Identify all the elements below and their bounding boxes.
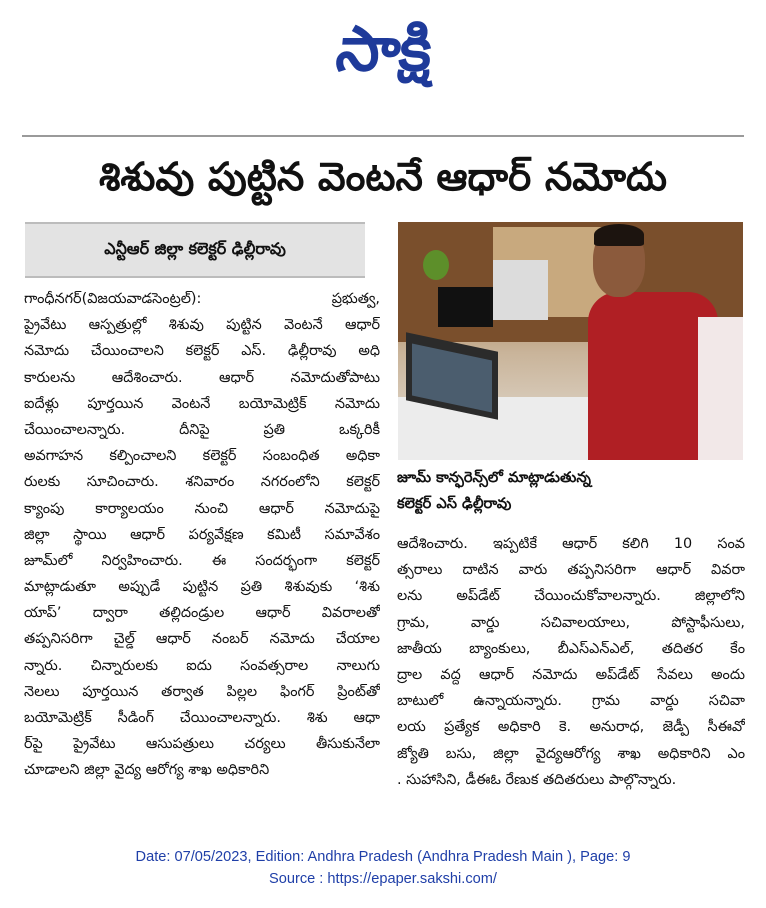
photo-person-hair — [594, 224, 644, 246]
body-line: ప్రైవేటు ఆస్పత్రుల్లో శిశువు పుట్టిన వెంటనే ఆధార్ — [24, 317, 380, 334]
body-line: న్నారు. చిన్నారులకు ఐదు సంవత్సరాల నాలుగు — [24, 657, 380, 674]
article-headline: శిశువు పుట్టిన వెంటనే ఆధార్ నమోదు — [98, 155, 668, 200]
body-line: నమోదు చేయించాలని కలెక్టర్ ఎస్. ఢిల్లీరావు అధి — [24, 343, 380, 360]
source-info: Source : https://epaper.sakshi.com/ — [269, 871, 497, 887]
body-line: బయోమెట్రిక్ సీడింగ్ చేయించాలన్నారు. శిశు ఆధా — [24, 710, 380, 726]
article-subheadline: ఎన్టీఆర్ జిల్లా కలెక్టర్ ఢిల్లీరావు — [25, 222, 365, 278]
caption-line: జూమ్ కాన్ఫరెన్స్‌లో మాట్లాడుతున్న — [397, 469, 591, 486]
body-line: తప్పనిసరిగా చైల్డ్ ఆధార్ నంబర్ నమోదు చేయాల — [24, 631, 380, 648]
body-line: గాంధీనగర్(విజయవాడసెంట్రల్): ప్రభుత్వ, — [24, 291, 380, 307]
caption-line: కలెక్టర్ ఎస్ ఢిల్లీరావు — [397, 495, 512, 512]
logo-text: సాక్షి — [332, 12, 435, 85]
page-footer — [0, 846, 766, 894]
body-line: బాటులో ఉన్నాయన్నారు. గ్రామ వార్డు సచివా — [397, 693, 745, 710]
body-line: యాప్’ ద్వారా తల్లిదండ్రుల ఆధార్ వివరాలతో — [24, 605, 380, 622]
body-line: లయ ప్రత్యేక అధికారి కె. అనురాధ, జెడ్పీ సీఈవో — [397, 719, 745, 736]
body-line: మాట్లాడుతూ అప్పుడే పుట్టిన ప్రతి శిశువుకు ‘శిశు — [24, 579, 380, 596]
masthead-divider — [22, 135, 744, 137]
article-photo — [398, 222, 743, 460]
body-line: రులకు సూచించారు. శనివారం నగరంలోని కలెక్టర్ — [24, 474, 380, 491]
masthead-logo — [0, 8, 766, 104]
body-line: జ్యోతి బసు, జిల్లా వైద్యఆరోగ్య శాఖ అధికారిని ఎం — [397, 745, 745, 762]
body-line: ఆదేశించారు. ఇప్పటికే ఆధార్ కలిగి 10 సంవ — [397, 536, 745, 552]
body-line: చూడాలని జిల్లా వైద్య ఆరోగ్య శాఖ అధికారిని — [24, 762, 270, 779]
body-line: గ్రామ, వార్డు సచివాలయాలు, పోస్టాఫీసులు, — [397, 614, 745, 631]
right-column — [397, 531, 745, 793]
body-line: నెలలు పూర్తయిన తర్వాత పిల్లల ఫింగర్ ప్రింట్‌తో — [24, 683, 380, 700]
photo-monitor — [438, 287, 493, 327]
body-line: అవగాహన కల్పించాలని కలెక్టర్ సంబంధిత అధికా — [24, 448, 380, 465]
body-line: లను అప్‌డేట్ చేయించుకోవాలన్నారు. జిల్లాలోని — [397, 588, 745, 605]
body-line: జాతీయ బ్యాంకులు, బీఎస్ఎన్ఎల్, తదితర కేం — [397, 640, 745, 657]
edition-info: Date: 07/05/2023, Edition: Andhra Pradesh (Andhra Pradesh Main ), Page: 9 — [135, 849, 631, 865]
body-line: క్యాంపు కార్యాలయం నుంచి ఆధార్ నమోదుపై — [24, 500, 380, 517]
body-line: జూమ్‌లో నిర్వహించారు. ఈ సందర్భంగా కలెక్టర్ — [24, 552, 380, 569]
body-line: ఐదేళ్లు పూర్తయిన వెంటనే బయోమెట్రిక్ నమోదు — [24, 395, 380, 412]
body-line: జిల్లా స్థాయి ఆధార్ పర్యవేక్షణ కమిటీ సమావేశం — [24, 526, 380, 543]
body-line: ర్‌పై ప్రైవేటు ఆసుపత్రులు చర్యలు తీసుకునేలా — [24, 736, 380, 753]
body-line: కారులను ఆదేశించారు. ఆధార్ నమోదుతోపాటు — [24, 369, 380, 386]
left-column — [24, 286, 380, 784]
photo-printer — [493, 260, 548, 320]
photo-plant — [423, 250, 449, 280]
body-line: . సుహాసిని, డీఈఓ రేణుక తదితరులు పాల్గొన్నారు. — [397, 771, 677, 788]
photo-caption — [397, 465, 745, 525]
body-line: చేయించాలన్నారు. దీనిపై ప్రతి ఒక్కరికీ — [24, 421, 380, 438]
body-line: ద్రాల వద్ద ఆధార్ నమోదు అప్‌డేట్ సేవలు అందు — [397, 666, 745, 683]
photo-person-shirt — [698, 317, 743, 460]
body-line: త్సరాలు దాటిన వారు తప్పనిసరిగా ఆధార్ వివరా — [397, 562, 745, 579]
